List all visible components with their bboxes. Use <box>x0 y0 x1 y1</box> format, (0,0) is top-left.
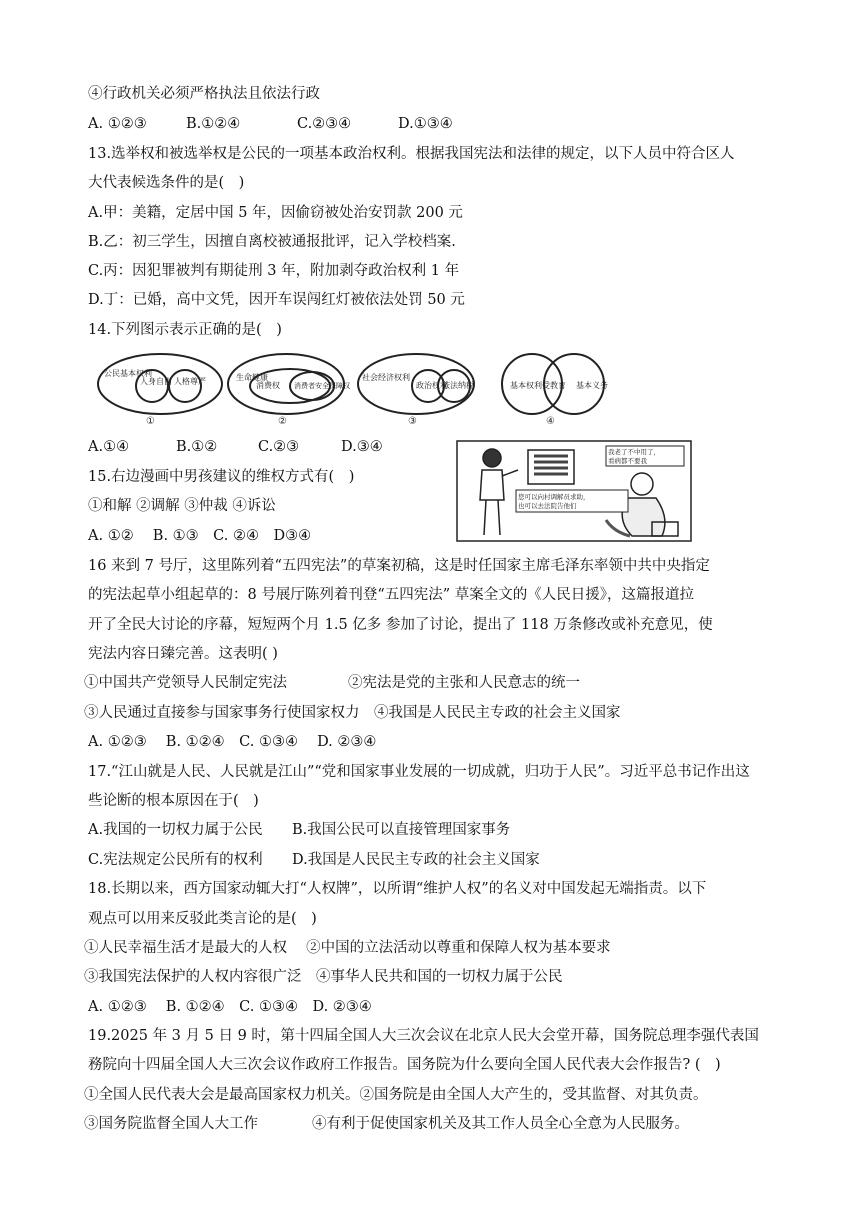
q17-option-c: C.宪法规定公民所有的权利 <box>88 852 263 868</box>
q16-line4: 宪法内容日臻完善。这表明( ) <box>88 646 278 662</box>
q17-line2: 些论断的根本原因在于( ) <box>88 793 259 809</box>
speech-1-line2: 看病都不要我 <box>608 457 647 465</box>
diagram-3-num: ③ <box>408 416 417 427</box>
q17-option-a: A.我国的一切权力属于公民 <box>88 822 263 838</box>
diagram-1-num: ① <box>146 416 155 427</box>
q14-option-a: A.①④ <box>88 439 130 455</box>
q12-statement-4: ④行政机关必须严格执法且依法行政 <box>88 86 320 102</box>
q14-option-b: B.①② <box>176 439 218 455</box>
q15-stem: 15.右边漫画中男孩建议的维权方式有( ) <box>88 469 355 485</box>
diagram-2-left: 消费权 <box>256 381 280 390</box>
diagram-4-right: 基本义务 <box>576 381 608 390</box>
q13-option-a: A.甲：美籍，定居中国 5 年，因偷窃被处治安罚款 200 元 <box>88 205 463 221</box>
q17-option-d: D.我国是人民民主专政的社会主义国家 <box>292 852 540 868</box>
diagram-2-num: ② <box>278 416 287 427</box>
q19-line1: 19.2025 年 3 月 5 日 9 时，第十四届全国人大三次会议在北京人民大会堂开幕，国务院总理李强代表国 <box>88 1028 759 1044</box>
q16-statements-3-4: ③人民通过直接参与国家事务行使国家权力 ④我国是人民民主专政的社会主义国家 <box>84 705 621 721</box>
diagram-3-right: 依法纳税 <box>442 381 474 390</box>
speech-2-line1: 您可以向村调解员求助， <box>518 493 590 501</box>
q18-line1: 18.长期以来，西方国家动辄大打“人权牌”，以所谓“维护人权”的名义对中国发起无端指责。以下 <box>88 881 707 897</box>
q19-statements-1-2: ①全国人民代表大会是最高国家权力机关。②国务院是由全国人大产生的，受其监督、对其负责。 <box>84 1087 708 1103</box>
q15-choices: ①和解 ②调解 ③仲裁 ④诉讼 <box>88 498 276 514</box>
q15-cartoon <box>456 440 692 542</box>
q13-stem-line2: 大代表候选条件的是( ) <box>88 175 245 191</box>
q18-statements-3-4: ③我国宪法保护的人权内容很广泛 ④事华人民共和国的一切权力属于公民 <box>84 969 563 985</box>
diagram-1-outer: 公民基本权利 <box>104 369 152 378</box>
q16-statement-1: ①中国共产党领导人民制定宪法 <box>84 675 287 691</box>
q13-option-d: D.丁：已婚，高中文凭，因开车误闯红灯被依法处罚 50 元 <box>88 292 465 308</box>
q16-line3: 开了全民大讨论的序幕，短短两个月 1.5 亿多 参加了讨论，提出了 118 万条修改或补充意见，使 <box>88 617 713 633</box>
diagram-4-middle: 受教育 <box>542 381 566 390</box>
q14-diagrams <box>90 350 630 430</box>
q18-options: A. ①②③ B. ①②④ C. ①③④ D. ②③④ <box>88 999 372 1015</box>
q15-options: A. ①② B. ①③ C. ②④ D③④ <box>88 528 312 544</box>
q16-statement-2: ②宪法是党的主张和人民意志的统一 <box>348 675 580 691</box>
speech-1-line1: 我老了不中用了， <box>608 448 660 456</box>
diagram-3-left: 政治权利 <box>416 381 448 390</box>
q18-line2: 观点可以用来反驳此类言论的是( ) <box>88 911 317 927</box>
q16-options: A. ①②③ B. ①②④ C. ①③④ D. ②③④ <box>88 734 377 750</box>
q12-option-c: C.②③④ <box>297 116 352 132</box>
q14-option-d: D.③④ <box>341 439 383 455</box>
q14-stem: 14.下列图示表示正确的是( ) <box>88 322 282 338</box>
q19-line2: 務院向十四届全国人大三次会议作政府工作报告。国务院为什么要向全国人民代表大会作报告? ( ) <box>88 1057 721 1073</box>
q14-option-c: C.②③ <box>258 439 300 455</box>
diagram-1-right: 人格尊严 <box>174 377 206 386</box>
q16-line2: 的宪法起草小组起草的：8 号展厅陈列着刊登“五四宪法” 草案全文的《人民日援》，这篇报道拉 <box>88 587 695 603</box>
diagram-2-right: 消费者安全保障权 <box>294 382 350 390</box>
q12-option-b: B.①②④ <box>186 116 241 132</box>
q19-statement-3: ③国务院监督全国人大工作 <box>84 1116 258 1132</box>
q13-option-b: B.乙：初三学生，因擅自离校被通报批评，记入学校档案. <box>88 234 456 250</box>
q16-line1: 16 来到 7 号厅，这里陈列着“五四宪法”的草案初稿，这是时任国家主席毛泽东率领中共中央指定 <box>88 558 710 574</box>
speech-2-line2: 也可以去法院告他们 <box>518 502 577 510</box>
diagram-4-left: 基本权利 <box>510 381 542 390</box>
q12-option-d: D.①③④ <box>398 116 453 132</box>
q13-option-c: C.丙：因犯罪被判有期徒刑 3 年，附加剥夺政治权利 1 年 <box>88 263 460 279</box>
q12-option-a: A. ①②③ <box>88 116 147 132</box>
q19-statement-4: ④有利于促使国家机关及其工作人员全心全意为人民服务。 <box>312 1116 689 1132</box>
diagram-3-outer: 社会经济权利 <box>362 373 410 382</box>
diagram-4-num: ④ <box>546 416 555 427</box>
q13-stem-line1: 13.选举权和被选举权是公民的一项基本政治权利。根据我国宪法和法律的规定，以下人员中符合区人 <box>88 146 735 162</box>
q17-option-b: B.我国公民可以直接管理国家事务 <box>292 822 511 838</box>
q17-line1: 17.“江山就是人民、人民就是江山”“党和国家事业发展的一切成就，归功于人民”。习近平总书记作出这 <box>88 764 750 780</box>
diagram-2-outer: 生命健康 <box>236 373 268 382</box>
q18-statements-1-2: ①人民幸福生活才是最大的人权 ②中国的立法活动以尊重和保障人权为基本要求 <box>84 940 611 956</box>
diagram-1-left: 人身自由 <box>140 377 172 386</box>
